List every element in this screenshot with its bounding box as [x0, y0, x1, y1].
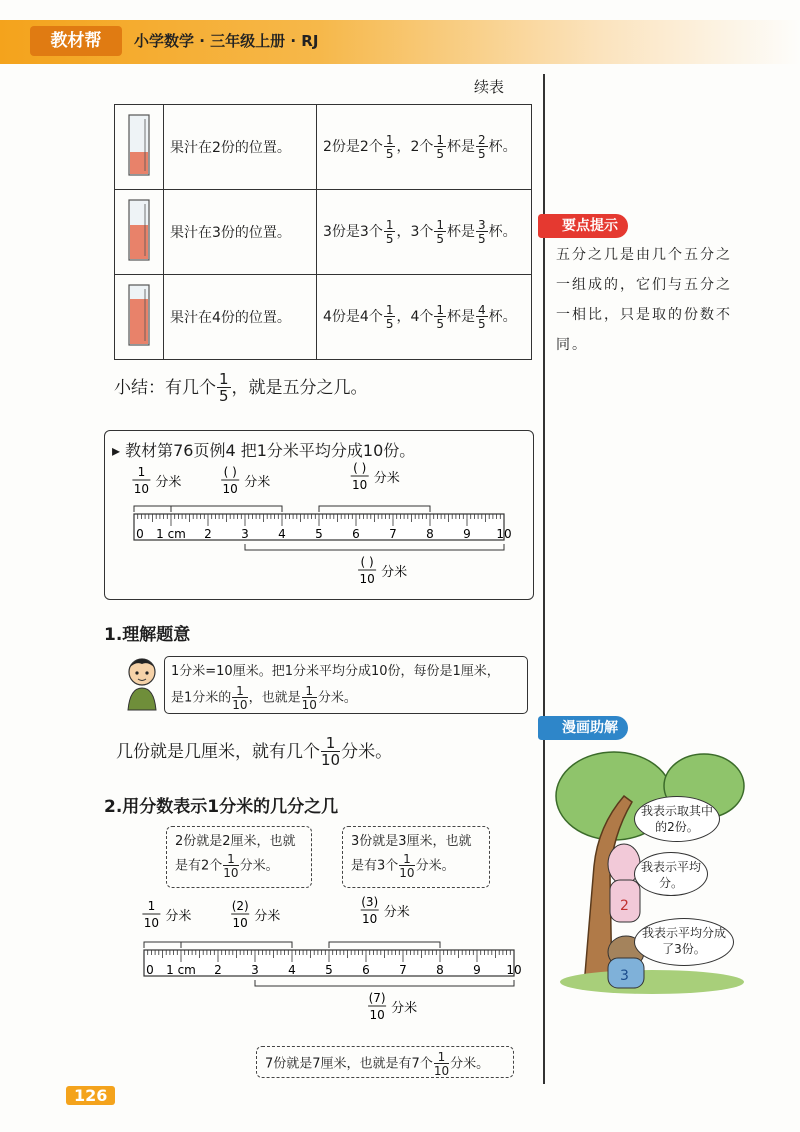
svg-text:分米: 分米 — [155, 475, 182, 490]
ruler-tick-label: 0 — [136, 527, 144, 541]
fraction-result: $\frac{4}{5}$ — [478, 303, 486, 331]
speech-fraction-b: $\frac{1}{10}$ — [301, 684, 317, 712]
tip-label: 要点提示 — [538, 214, 628, 238]
svg-text:( ): ( ) — [223, 465, 237, 479]
fraction-unit: $\frac{1}{5}$ — [436, 218, 445, 246]
ruler-tick-label: 3 — [251, 963, 259, 977]
cup-cell — [115, 190, 164, 275]
ruler-tick-label: 5 — [315, 527, 323, 541]
ruler-tick-label: 4 — [288, 963, 296, 977]
svg-text:10: 10 — [359, 572, 375, 586]
note-left-fraction: $\frac{1}{10}$ — [223, 852, 239, 880]
comic-label: 漫画助解 — [538, 716, 628, 740]
desc-cell: 4份是4个 $\frac{1}{5}$ ，4个 $\frac{1}{5}$ 杯是 $\frac{4}{5}$ 杯。 — [317, 275, 532, 360]
position-cell: 果汁在2份的位置。 — [164, 105, 317, 190]
ruler-tick-label: 6 — [362, 963, 370, 977]
juice-table — [114, 104, 532, 360]
juice-row — [115, 275, 532, 360]
ruler-tick-label: 10 — [496, 527, 512, 541]
bubble-2: 我表示平均分。 — [634, 852, 708, 896]
bubble-1: 我表示取其中的2份。 — [634, 796, 720, 842]
section2-heading: 2.用分数表示1分米的几分之几 — [104, 797, 339, 817]
ruler-tick-label: 9 — [473, 963, 481, 977]
cup-icon — [115, 105, 163, 185]
summary-suffix: ，就是五分之几。 — [231, 378, 368, 398]
svg-text:10: 10 — [362, 912, 378, 926]
svg-text:10: 10 — [369, 1008, 385, 1022]
fraction-unit: $\frac{1}{5}$ — [385, 303, 394, 331]
position-cell: 果汁在4份的位置。 — [164, 275, 317, 360]
svg-text:10: 10 — [232, 916, 248, 930]
svg-text:1: 1 — [137, 465, 146, 479]
rule-fraction: $\frac{1}{10}$ — [321, 734, 341, 769]
summary — [114, 372, 368, 404]
svg-text:分米: 分米 — [244, 475, 271, 490]
juice-row — [115, 105, 532, 190]
ruler-tick-label: 2 — [204, 527, 212, 541]
svg-text:10: 10 — [133, 482, 150, 496]
speech-line1: 1分米=10厘米。把1分米平均分成10份，每份是1厘米， — [171, 664, 500, 679]
cup-icon — [115, 275, 163, 355]
fraction-label-4 — [368, 991, 417, 1022]
header-title: 小学数学 · 三年级上册 · RJ — [134, 32, 319, 50]
example-title: ▸ 教材第76页例4 把1分米平均分成10份。 — [112, 441, 416, 460]
svg-text:10: 10 — [352, 478, 368, 492]
fraction-unit: $\frac{1}{5}$ — [436, 303, 445, 331]
tip-text: 五分之几是由几个五分之一组成的，它们与五分之一相比，只是取的份数不同。 — [556, 247, 732, 353]
fraction-label-1 — [142, 899, 191, 930]
fraction-result: $\frac{3}{5}$ — [478, 218, 486, 246]
svg-text:(2): (2) — [231, 899, 249, 913]
cup-cell — [115, 275, 164, 360]
svg-text:分米: 分米 — [373, 471, 400, 486]
ruler-tick-label: 7 — [389, 527, 397, 541]
fraction-unit: $\frac{1}{5}$ — [385, 218, 394, 246]
ruler-tick-label: 6 — [352, 527, 360, 541]
svg-text:10: 10 — [222, 482, 238, 496]
fraction-label-2 — [231, 899, 280, 930]
ruler-tick-label: 3 — [241, 527, 249, 541]
tip-label-wrap — [538, 214, 628, 238]
desc-cell: 3份是3个 $\frac{1}{5}$ ，3个 $\frac{1}{5}$ 杯是 $\frac{3}{5}$ 杯。 — [317, 190, 532, 275]
svg-text:( ): ( ) — [353, 461, 367, 475]
comic-label-wrap — [538, 716, 628, 740]
page-number: 126 — [66, 1086, 115, 1105]
example-ruler — [104, 460, 532, 598]
fraction-label-4 — [358, 555, 407, 586]
ruler-tick-label: 8 — [436, 963, 444, 977]
note-box-left: 2份就是2厘米，也就 是有2个 $\frac{1}{10}$ 分米。 — [166, 826, 312, 888]
ruler-tick-label: 0 — [146, 963, 154, 977]
comic-number-2: 2 — [620, 898, 629, 914]
svg-text:(3): (3) — [361, 895, 379, 909]
speech-bubble — [164, 656, 528, 714]
position-cell: 果汁在3份的位置。 — [164, 190, 317, 275]
ruler-tick-label: 10 — [506, 963, 522, 977]
note-bottom-fraction: $\frac{1}{10}$ — [433, 1050, 450, 1078]
svg-text:分米: 分米 — [381, 565, 408, 580]
header-badge: 教材帮 — [30, 26, 122, 56]
boy-avatar — [124, 652, 160, 712]
svg-text:分米: 分米 — [383, 905, 410, 920]
fraction-label-1 — [132, 465, 181, 496]
fraction-label-2 — [221, 465, 270, 496]
svg-text:(7): (7) — [368, 991, 386, 1005]
note-box-right: 3份就是3厘米，也就 是有3个 $\frac{1}{10}$ 分米。 — [342, 826, 490, 888]
note-right-fraction: $\frac{1}{10}$ — [399, 852, 415, 880]
page-number-badge — [66, 1086, 176, 1108]
ruler-tick-label: 1 cm — [156, 527, 186, 541]
ruler-tick-label: 7 — [399, 963, 407, 977]
svg-text:分米: 分米 — [391, 1001, 418, 1016]
summary-fraction: $\frac{1}{5}$ — [219, 370, 229, 405]
rule-text: 几份就是几厘米，就有几个 $\frac{1}{10}$ 分米。 — [116, 734, 393, 769]
ruler-tick-label: 8 — [426, 527, 434, 541]
speech-line2: 是1分米的 $\frac{1}{10}$ ，也就是 $\frac{1}{10}$ 分米。 — [171, 684, 357, 712]
juice-row — [115, 190, 532, 275]
ruler-tick-label: 9 — [463, 527, 471, 541]
svg-text:10: 10 — [143, 916, 160, 930]
svg-text:分米: 分米 — [254, 909, 281, 924]
summary-prefix: 小结：有几个 — [114, 378, 216, 398]
svg-text:分米: 分米 — [165, 909, 192, 924]
comic-number-3: 3 — [620, 968, 629, 984]
svg-text:( ): ( ) — [360, 555, 374, 569]
ruler-tick-label: 1 cm — [166, 963, 196, 977]
cup-cell — [115, 105, 164, 190]
section2-ruler — [104, 888, 534, 1048]
continued-label: 续表 — [474, 78, 505, 96]
note-box-bottom: 7份就是7厘米，也就是有7个 $\frac{1}{10}$ 分米。 — [256, 1046, 514, 1078]
fraction-unit: $\frac{1}{5}$ — [385, 133, 394, 161]
desc-cell: 2份是2个 $\frac{1}{5}$ ，2个 $\frac{1}{5}$ 杯是 $\frac{2}{5}$ 杯。 — [317, 105, 532, 190]
section1-heading: 1.理解题意 — [104, 625, 191, 645]
fraction-unit: $\frac{1}{5}$ — [436, 133, 445, 161]
ruler-tick-label: 5 — [325, 963, 333, 977]
svg-text:1: 1 — [147, 899, 156, 913]
fraction-label-3 — [351, 461, 400, 492]
ruler-tick-label: 4 — [278, 527, 286, 541]
bubble-3: 我表示平均分成了3份。 — [634, 918, 734, 966]
speech-fraction-a: $\frac{1}{10}$ — [232, 684, 248, 712]
cup-icon — [115, 190, 163, 270]
fraction-label-3 — [361, 895, 410, 926]
ruler-tick-label: 2 — [214, 963, 222, 977]
fraction-result: $\frac{2}{5}$ — [478, 133, 486, 161]
